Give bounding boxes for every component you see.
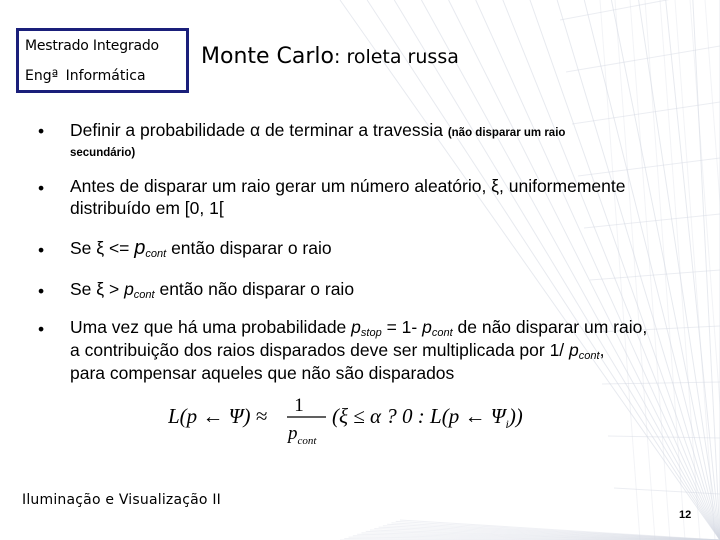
bullet-3-pre: Se ξ <=: [70, 238, 130, 258]
formula-denominator-sub: cont: [297, 435, 317, 447]
roulette-formula: [168, 392, 568, 452]
bullet-dot: •: [38, 281, 45, 301]
bullet-dot: •: [38, 121, 45, 141]
formula-lhs: L(p ← Ψ) ≈: [168, 404, 268, 428]
bullet-5-line3: para compensar aqueles que não são disparados: [70, 363, 455, 383]
p-subscript: cont: [578, 350, 600, 362]
formula-rhs-end: )): [508, 404, 523, 428]
formula-rhs-sub: i: [505, 417, 509, 431]
bullet-1-note: (não disparar um raio: [447, 127, 566, 139]
bullet-4-post: então não disparar o raio: [159, 279, 355, 299]
bullet-1-text: [70, 120, 565, 144]
bullet-2-line2: distribuído em [0, 1[: [70, 198, 224, 218]
bullet-4-pre: Se ξ >: [70, 279, 120, 299]
bullet-5-post: de não disparar um raio,: [457, 317, 648, 337]
p-subscript: cont: [145, 248, 167, 260]
p-symbol: p: [134, 237, 146, 259]
bullet-5-line2-text: a contribuição dos raios disparados deve ser multiplicada por 1/: [70, 340, 565, 360]
bullet-3-post: então disparar o raio: [171, 238, 332, 258]
bullet-1-main: Definir a probabilidade α de terminar a travessia: [70, 120, 443, 140]
slide-title-suffix: : roleta russa: [334, 46, 459, 68]
bullet-dot: •: [38, 178, 45, 198]
bullet-5-pre: Uma vez que há uma probabilidade: [70, 317, 347, 337]
p-symbol: p: [351, 317, 361, 337]
p-subscript: stop: [360, 327, 382, 339]
slide-title-main: Monte Carlo: [201, 44, 334, 69]
bullet-dot: •: [38, 240, 45, 260]
formula-rhs-main: (ξ ≤ α ? 0 : L(p ← Ψ: [332, 404, 506, 428]
bullet-5-mid: = 1-: [386, 317, 418, 337]
p-symbol: p: [569, 340, 579, 360]
bullet-1-note-cont: secundário): [70, 147, 136, 159]
course-label: Engª Informática: [25, 68, 146, 84]
bullet-5-line2-end: ,: [599, 340, 605, 360]
bullet-dot: •: [38, 319, 45, 339]
bullet-4-text: [70, 279, 354, 306]
bullet-3-text: [70, 238, 332, 265]
formula-numerator: 1: [294, 395, 304, 416]
footer-course-name: Iluminação e Visualização II: [22, 492, 221, 508]
bullet-2-line1: Antes de disparar um raio gerar um número aleatório, ξ, uniformemente: [70, 176, 626, 196]
formula-denominator: [286, 423, 317, 447]
page-number: 12: [679, 509, 692, 521]
p-subscript: cont: [431, 327, 453, 339]
p-symbol: p: [124, 279, 134, 299]
formula-rhs: [332, 404, 523, 431]
program-label: Mestrado Integrado: [25, 38, 159, 54]
formula-denominator-p: p: [288, 423, 298, 444]
p-symbol: p: [422, 317, 432, 337]
p-subscript: cont: [133, 289, 155, 301]
